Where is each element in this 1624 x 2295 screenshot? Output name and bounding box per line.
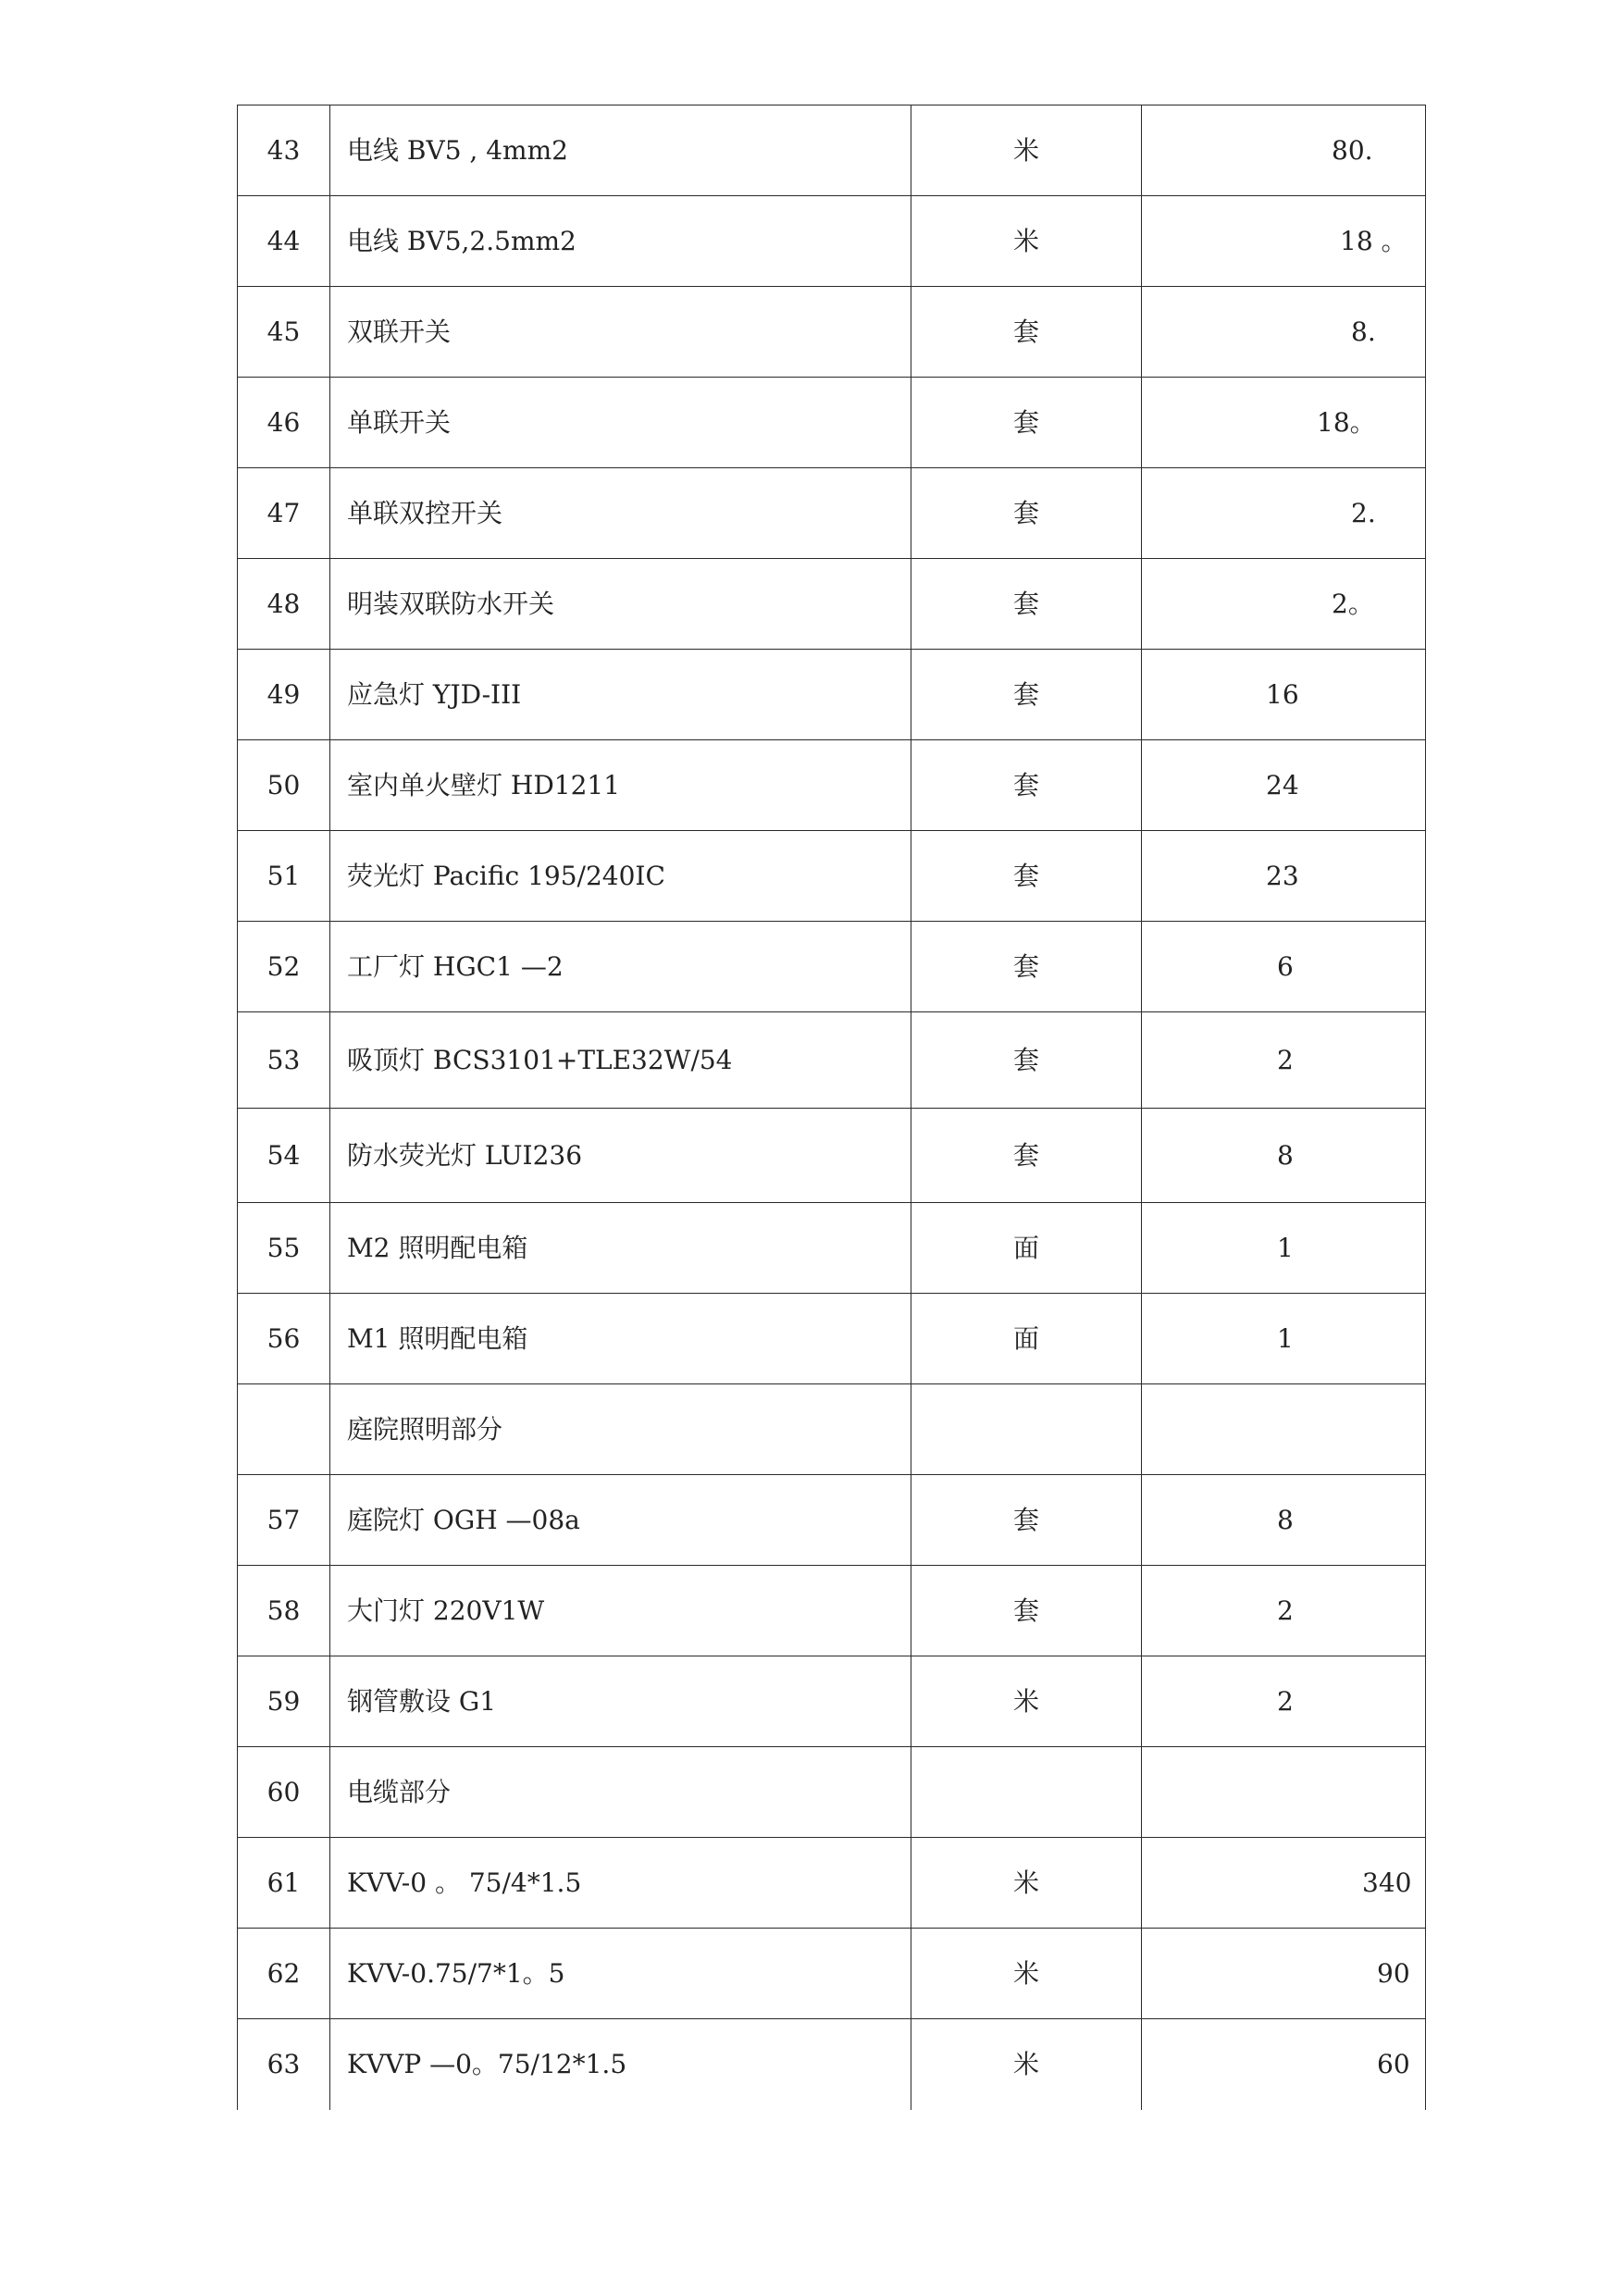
item-unit: 米: [911, 1656, 1142, 1747]
item-unit: 套: [911, 740, 1142, 831]
item-unit: 米: [911, 196, 1142, 287]
item-unit: [911, 1384, 1142, 1475]
item-quantity: [1142, 1747, 1426, 1838]
item-number: 61: [238, 1838, 330, 1929]
item-quantity: 60: [1142, 2019, 1426, 2110]
item-number: 50: [238, 740, 330, 831]
item-number: 63: [238, 2019, 330, 2110]
item-name: 电缆部分: [330, 1747, 911, 1838]
item-number: 44: [238, 196, 330, 287]
table-row: [238, 1475, 1426, 1566]
item-number: 43: [238, 105, 330, 196]
table-row: [238, 1929, 1426, 2019]
item-name: 庭院照明部分: [330, 1384, 911, 1475]
item-name: 室内单火壁灯 HD1211: [330, 740, 911, 831]
item-unit: 套: [911, 1109, 1142, 1203]
table-row: [238, 1012, 1426, 1109]
item-unit: [911, 1747, 1142, 1838]
item-name: 吸顶灯 BCS3101+TLE32W/54: [330, 1012, 911, 1109]
item-unit: 套: [911, 831, 1142, 922]
item-number: 45: [238, 287, 330, 378]
item-number: 59: [238, 1656, 330, 1747]
table-row: [238, 1109, 1426, 1203]
item-name: KVVP —0。75/12*1.5: [330, 2019, 911, 2110]
item-unit: 套: [911, 922, 1142, 1012]
item-number: [238, 1384, 330, 1475]
item-number: 60: [238, 1747, 330, 1838]
table-row: [238, 831, 1426, 922]
item-quantity: 2: [1142, 1012, 1426, 1109]
item-quantity: 23: [1142, 831, 1426, 922]
item-quantity: 340: [1142, 1838, 1426, 1929]
item-unit: 套: [911, 468, 1142, 559]
item-name: 双联开关: [330, 287, 911, 378]
table-row: [238, 105, 1426, 196]
item-number: 56: [238, 1294, 330, 1384]
item-unit: 面: [911, 1294, 1142, 1384]
item-unit: 套: [911, 1475, 1142, 1566]
item-name: 应急灯 YJD-III: [330, 650, 911, 740]
table-row: [238, 1747, 1426, 1838]
item-quantity: 8: [1142, 1109, 1426, 1203]
item-number: 54: [238, 1109, 330, 1203]
table-row: [238, 1203, 1426, 1294]
item-number: 57: [238, 1475, 330, 1566]
item-quantity: 2。: [1142, 559, 1426, 650]
table-row: [238, 1838, 1426, 1929]
table-row: [238, 196, 1426, 287]
item-quantity: 90: [1142, 1929, 1426, 2019]
item-quantity: 2: [1142, 1656, 1426, 1747]
item-name: 单联开关: [330, 378, 911, 468]
item-unit: 米: [911, 2019, 1142, 2110]
item-name: 庭院灯 OGH —08a: [330, 1475, 911, 1566]
table-row: [238, 650, 1426, 740]
item-number: 49: [238, 650, 330, 740]
item-name: 防水荧光灯 LUI236: [330, 1109, 911, 1203]
item-unit: 套: [911, 650, 1142, 740]
table-row: [238, 1656, 1426, 1747]
item-number: 47: [238, 468, 330, 559]
item-number: 48: [238, 559, 330, 650]
item-quantity: 1: [1142, 1294, 1426, 1384]
item-name: KVV-0 。 75/4*1.5: [330, 1838, 911, 1929]
item-number: 62: [238, 1929, 330, 2019]
item-quantity: 18。: [1142, 378, 1426, 468]
item-unit: 套: [911, 378, 1142, 468]
material-table: [237, 105, 1426, 2110]
item-name: KVV-0.75/7*1。5: [330, 1929, 911, 2019]
item-unit: 套: [911, 1012, 1142, 1109]
item-name: 荧光灯 Pacific 195/240IC: [330, 831, 911, 922]
item-unit: 套: [911, 287, 1142, 378]
item-unit: 米: [911, 105, 1142, 196]
item-name: M1 照明配电箱: [330, 1294, 911, 1384]
item-quantity: 2.: [1142, 468, 1426, 559]
table-row: [238, 1566, 1426, 1656]
item-number: 51: [238, 831, 330, 922]
item-number: 52: [238, 922, 330, 1012]
item-quantity: 8: [1142, 1475, 1426, 1566]
item-quantity: 8.: [1142, 287, 1426, 378]
table-row: [238, 378, 1426, 468]
item-quantity: 6: [1142, 922, 1426, 1012]
table-row: [238, 287, 1426, 378]
item-unit: 米: [911, 1929, 1142, 2019]
item-number: 53: [238, 1012, 330, 1109]
table-row: [238, 468, 1426, 559]
item-quantity: 1: [1142, 1203, 1426, 1294]
material-table-body: [238, 105, 1426, 2110]
item-number: 55: [238, 1203, 330, 1294]
item-name: 工厂灯 HGC1 —2: [330, 922, 911, 1012]
item-unit: 套: [911, 559, 1142, 650]
item-quantity: 80.: [1142, 105, 1426, 196]
item-quantity: [1142, 1384, 1426, 1475]
item-name: 电线 BV5,2.5mm2: [330, 196, 911, 287]
table-row: [238, 559, 1426, 650]
item-quantity: 18 。: [1142, 196, 1426, 287]
table-row: [238, 1384, 1426, 1475]
item-name: 电线 BV5 , 4mm2: [330, 105, 911, 196]
table-row: [238, 2019, 1426, 2110]
item-name: 钢管敷设 G1: [330, 1656, 911, 1747]
item-unit: 面: [911, 1203, 1142, 1294]
item-name: 明装双联防水开关: [330, 559, 911, 650]
table-row: [238, 922, 1426, 1012]
item-quantity: 24: [1142, 740, 1426, 831]
item-number: 58: [238, 1566, 330, 1656]
item-number: 46: [238, 378, 330, 468]
table-row: [238, 1294, 1426, 1384]
item-name: 单联双控开关: [330, 468, 911, 559]
item-unit: 米: [911, 1838, 1142, 1929]
item-quantity: 16: [1142, 650, 1426, 740]
item-quantity: 2: [1142, 1566, 1426, 1656]
table-row: [238, 740, 1426, 831]
item-name: M2 照明配电箱: [330, 1203, 911, 1294]
item-unit: 套: [911, 1566, 1142, 1656]
item-name: 大门灯 220V1W: [330, 1566, 911, 1656]
